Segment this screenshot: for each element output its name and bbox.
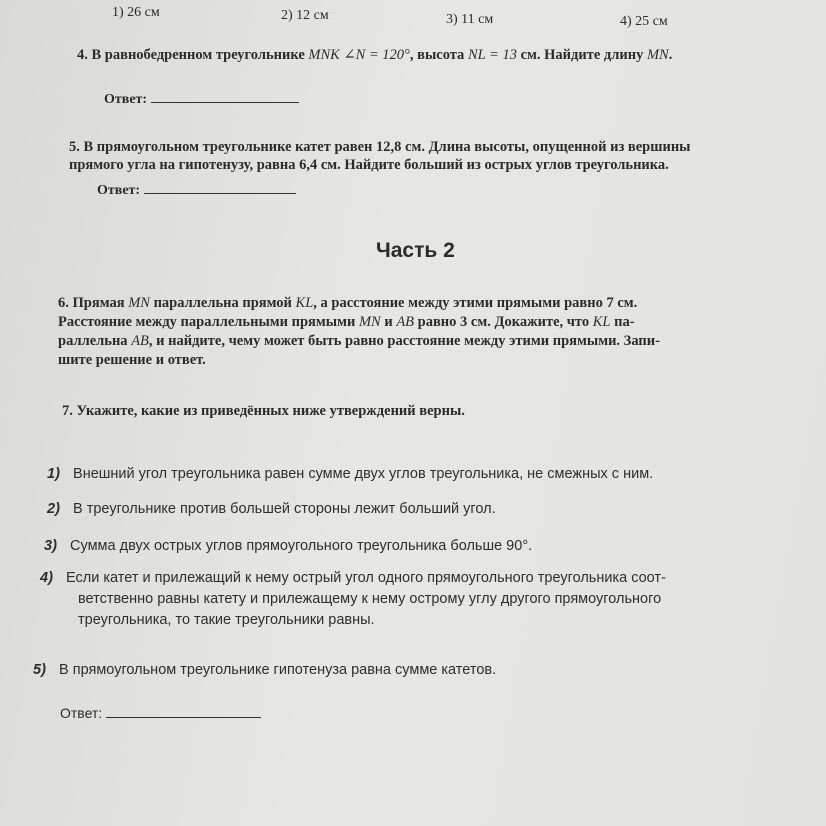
task-6-l2-a: Расстояние между параллельными прямыми (58, 314, 356, 330)
task-4-answer-line[interactable] (151, 88, 299, 103)
task-4-text-d: . (668, 47, 673, 63)
task-6-l2-d: па- (614, 314, 635, 330)
task-6 (58, 294, 788, 370)
task-7-answer-label: Ответ: (60, 705, 103, 721)
option-3: 3) 11 см (446, 12, 494, 27)
task-6-l3-a: раллельна (58, 333, 128, 349)
option-2: 2) 12 см (281, 8, 329, 23)
task-5 (69, 138, 789, 174)
task-6-l2-m3: KL (592, 314, 611, 330)
statement-2-text: В треугольнике против большей стороны лежит больший угол. (73, 501, 496, 517)
task-5-line-2: прямого угла на гипотенузу, равна 6,4 см. Найдите больший из острых углов треугольника. (69, 157, 669, 173)
statement-1 (47, 464, 807, 485)
statement-4-number: 4) (40, 570, 53, 586)
task-6-l2-m1: MN (358, 314, 381, 330)
option-1: 1) 26 см (112, 5, 160, 20)
statement-2-number: 2) (47, 501, 60, 517)
task-7-answer-line[interactable] (106, 703, 261, 718)
statement-3 (44, 536, 804, 557)
task-4-answer (104, 88, 299, 108)
statement-2 (47, 499, 807, 520)
task-6-l2-b: и (384, 314, 393, 330)
task-7-number: 7. (62, 403, 73, 419)
task-6-l1-a: Прямая (72, 295, 125, 311)
statement-5 (33, 660, 803, 681)
task-6-l1-c: , а расстояние между этими прямыми равно 7 см. (313, 295, 638, 311)
task-5-text-1: В прямоугольном треугольнике катет равен 12,8 см. Длина высоты, опущенной из вершины (83, 139, 691, 155)
task-4-text-c: см. Найдите длину (520, 47, 644, 63)
task-5-answer-label: Ответ: (97, 183, 141, 198)
task-4-math-a: MNK ∠N = 120° (308, 47, 410, 63)
part1-options (0, 0, 826, 29)
statement-3-number: 3) (44, 538, 57, 554)
task-7-answer (60, 703, 261, 721)
task-5-line-1 (69, 138, 789, 156)
statement-5-text: В прямоугольном треугольнике гипотенуза равна сумме катетов. (59, 662, 497, 678)
statement-4-line-3: треугольника, то такие треугольники равны. (78, 612, 375, 628)
task-5-answer (97, 179, 296, 199)
statement-4-line-2: ветственно равны катету и прилежащему к нему острому углу другого прямоугольного (78, 591, 662, 607)
task-7-text: Укажите, какие из приведённых ниже утверждений верны. (76, 403, 465, 419)
task-6-l1-m2: KL (295, 295, 314, 311)
statement-4-text-1: Если катет и прилежащий к нему острый угол одного прямоугольного треугольника соот- (66, 570, 666, 586)
statement-3-text: Сумма двух острых углов прямоугольного треугольника больше 90°. (70, 538, 533, 554)
statement-5-number: 5) (33, 662, 46, 678)
task-4 (77, 46, 777, 64)
statement-4-line-1 (40, 568, 810, 589)
task-6-l3-m1: AB (131, 333, 149, 349)
task-5-number: 5. (69, 139, 80, 155)
part-2-heading: Часть 2 (376, 239, 455, 262)
task-6-line-2 (58, 313, 788, 332)
task-6-l2-m2: AB (396, 314, 415, 330)
task-5-answer-line[interactable] (144, 179, 296, 194)
task-6-line-3 (58, 332, 788, 351)
task-7 (62, 402, 782, 420)
task-6-line-1 (58, 294, 788, 313)
task-4-answer-label: Ответ: (104, 92, 148, 107)
task-4-text-b: , высота (409, 47, 465, 63)
task-4-math-b: NL = 13 (467, 47, 517, 63)
task-4-number: 4. (77, 47, 88, 63)
option-4: 4) 25 см (620, 14, 668, 29)
statement-1-number: 1) (47, 466, 60, 482)
statement-1-text: Внешний угол треугольника равен сумме двух углов треугольника, не смежных с ним. (73, 466, 654, 482)
task-6-l2-c: равно 3 см. Докажите, что (417, 314, 590, 330)
task-6-l1-b: параллельна прямой (153, 295, 292, 311)
task-4-text-a: В равнобедренном треугольнике (91, 47, 305, 63)
task-6-l3-b: , и найдите, чему может быть равно расстояние между этими прямыми. Запи- (148, 333, 660, 349)
task-6-l1-m1: MN (128, 295, 150, 311)
task-6-number: 6. (58, 295, 69, 311)
task-4-math-c: MN (646, 47, 669, 63)
statement-4 (40, 568, 810, 631)
task-6-line-4: шите решение и ответ. (58, 352, 206, 368)
